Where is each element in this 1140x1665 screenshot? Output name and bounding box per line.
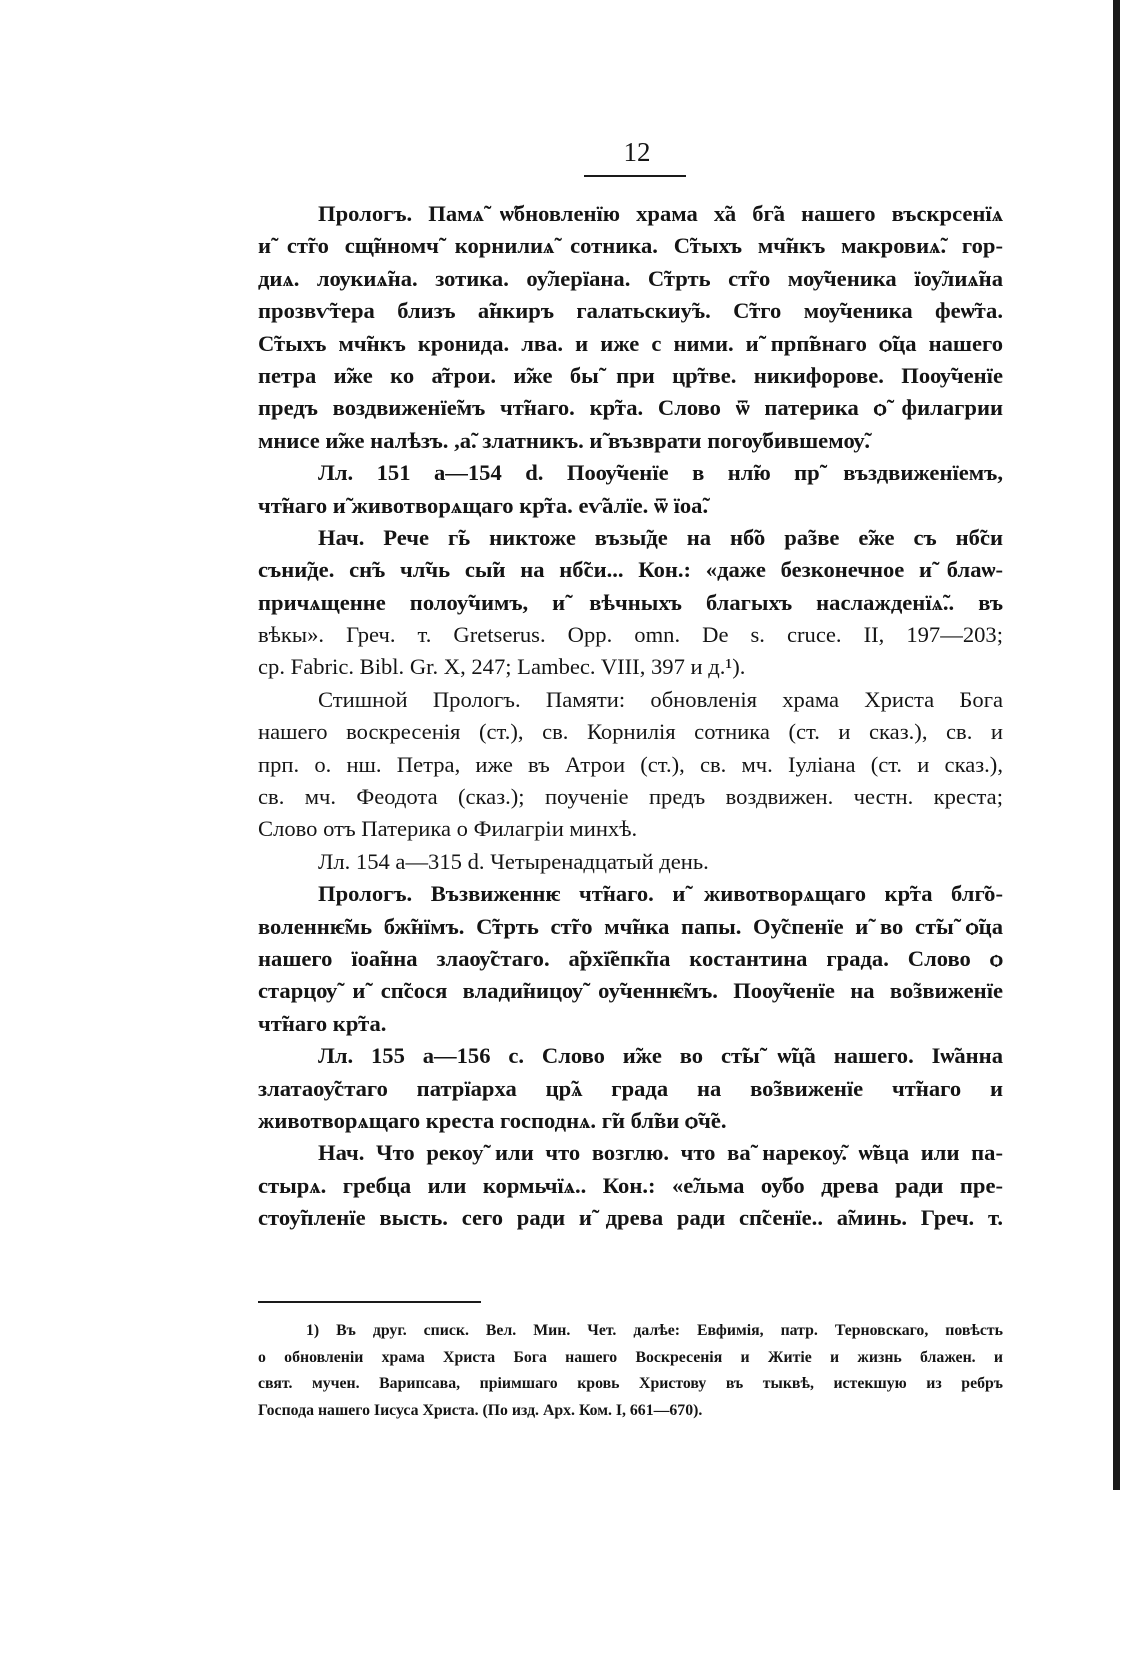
footnote-separator bbox=[258, 1301, 481, 1303]
page-number: 12 bbox=[623, 137, 651, 167]
text-line: С̃тыхъ мч̃нкъ кронида. лва. и иже с ними. и̃ прп̃внаго ѻ̃ца нашего bbox=[258, 330, 1003, 356]
text-line: Слово отъ Патерика о Филагріи минхѣ. bbox=[258, 816, 638, 842]
text-line: златаоу̃стаго патрїарха цр̃ѧ града на во̃звиженїе чт̃наго и̃ bbox=[258, 1075, 1003, 1101]
text-line: предъ воздвиженїе̃мъ чт̃наго. кр̃та. Слово ѿ патерика ѻ̃ филагрии̃ bbox=[258, 395, 1003, 421]
text-line: нашего їоа̃нна злаѹ̃стаго. а̃рхї̃епк̃па костантина града. Слово ѻ̃ bbox=[258, 945, 1003, 971]
text-line: Лл. 151 а—154 d. Поѹ̃ченїе в нл̃ю пр̃ въздвиженїемъ, bbox=[318, 460, 1003, 486]
footnote-line: 1) Въ друг. списк. Вел. Мин. Чет. далѣе: Евфимія, патр. Терновскаго, повѣсть bbox=[306, 1322, 1003, 1339]
text-line: вѣкы». Греч. т. Gretserus. Opp. omn. De s. cruce. II, 197—203; bbox=[258, 622, 1003, 648]
footnote-line: Господа нашего Іисуса Христа. (По изд. Арх. Ком. I, 661—670). bbox=[258, 1401, 703, 1419]
text-line: св. мч. Феодота (сказ.); поученіе предъ воздвижен. честн. креста; bbox=[258, 784, 1003, 810]
text-line: животворѧщаго креста господнѧ. г̃и бл̃ви ѻ̃ч̃е. bbox=[258, 1107, 727, 1133]
text-line: стоу̃пленїе высть. сего ради и̃ древа ради сп̃сенїе.. а̃минь. Греч. т. bbox=[258, 1205, 1003, 1231]
text-line: Нач. Рече г̃ь никтоже възы̃де на нб̃о ра̃зве е̃же съ нб̃си bbox=[318, 524, 1003, 550]
text-line: съни̃де. сн̃ъ чл̃чь сы̃и на нб̃си... Кон.: «даже безконечное и̃ блаѡ- bbox=[258, 557, 1003, 583]
page-edge-rule bbox=[1113, 0, 1120, 1490]
text-line: Лл. 155 а—156 с. Слово и̃же во ст̃ы̃ ѡ̃ц̃а нашего. Іѡ̃анна bbox=[318, 1043, 1003, 1069]
text-line: Лл. 154 а—315 d. Четыренадцатый день. bbox=[318, 848, 709, 874]
text-line: воленнѥ̃мь бж̃нїмъ. С̃трть ст̃го мч̃нка папы. Оу̃спенїе и̃ во ст̃ы̃ ѻ̃ца bbox=[258, 913, 1003, 939]
text-line: причѧщенне полоу̃чимъ, и̃ вѣчныхъ благыхъ наслажденїѧ̃.. въ bbox=[258, 589, 1003, 615]
text-line: петра и̃же ко а̃трои. и̃же бы̃ при цр̃тве. никифорове. Поѹ̃ченїе bbox=[258, 362, 1003, 388]
text-line: прп. о. нш. Петра, иже въ Атрои (ст.), св. мч. Іуліана (ст. и сказ.), bbox=[258, 751, 1003, 777]
text-line: Прологъ. Памѧ̃ ѡ̃бновленїю храма х̃а бг̃а нашего въскрсенїѧ̃ bbox=[318, 201, 1003, 226]
text-line: чт̃наго кр̃та. bbox=[258, 1010, 387, 1036]
text-line: и̃ ст̃го сщ̃нномч̃ корнилиѧ̃ сотника. С̃тыхъ мч̃нкъ макровиѧ̃. гор- bbox=[258, 233, 1003, 259]
text-line: ср. Fabric. Bibl. Gr. X, 247; Lambec. VIII, 397 и д.¹). bbox=[258, 654, 746, 680]
text-line: Прологъ. Възвиженнѥ чт̃наго. и̃ животворѧщаго кр̃та блг̃о- bbox=[318, 881, 1003, 907]
footnote-line: свят. мучен. Варипсава, пріимшаго кровь Христову въ тыквѣ, истекшую из ребръ bbox=[258, 1375, 1003, 1393]
main-text-block bbox=[258, 198, 1003, 1235]
text-line: Нач. Что рекоу̃ или что возглю. что ва̃ нарекоу̃. ѡ̃вца или па- bbox=[318, 1140, 1003, 1166]
text-line: мнисе и̃же налѣзъ. ,а̃. златникъ. и̃ възврати погѹ̃бившемѹ̃. bbox=[258, 427, 871, 453]
text-line: чт̃наго и̃ животворѧщаго кр̃та. еѵ̃алїе. ѿ їоа̃. bbox=[258, 492, 709, 518]
text-line: старцѹ̃ и̃ сп̃сося влади̃ницѹ̃ оу̃ченнѥ̃мъ. Поѹ̃ченїе на во̃звиженїе bbox=[258, 978, 1003, 1004]
text-line: диѧ. лѹкиѧ̃на. зотика. оу̃лерїана. С̃трть ст̃го мѹ̃ченика їоу̃лиѧ̃на bbox=[258, 265, 1003, 291]
text-line: стырѧ. гребца или кормьчїѧ.. Кон.: «е̃льма оу̃бо древа ради пре- bbox=[258, 1172, 1003, 1198]
text-line: Стишной Прологъ. Памяти: обновленія храма Христа Бога bbox=[318, 686, 1003, 712]
footnote-line: о обновленіи храма Христа Бога нашего Воскресенія и Житіе и жизнь блажен. и bbox=[258, 1348, 1003, 1366]
footnotes-block bbox=[258, 1318, 1003, 1424]
text-line: нашего воскресенія (ст.), св. Корнилія сотника (ст. и сказ.), св. и bbox=[258, 719, 1003, 745]
page-number-underline bbox=[584, 175, 686, 177]
text-line: прозвѵ̃тера близъ а̃нкиръ галатьскиу̃ъ. С̃тго мѹ̃ченика феѡ̃та. bbox=[258, 298, 1003, 324]
